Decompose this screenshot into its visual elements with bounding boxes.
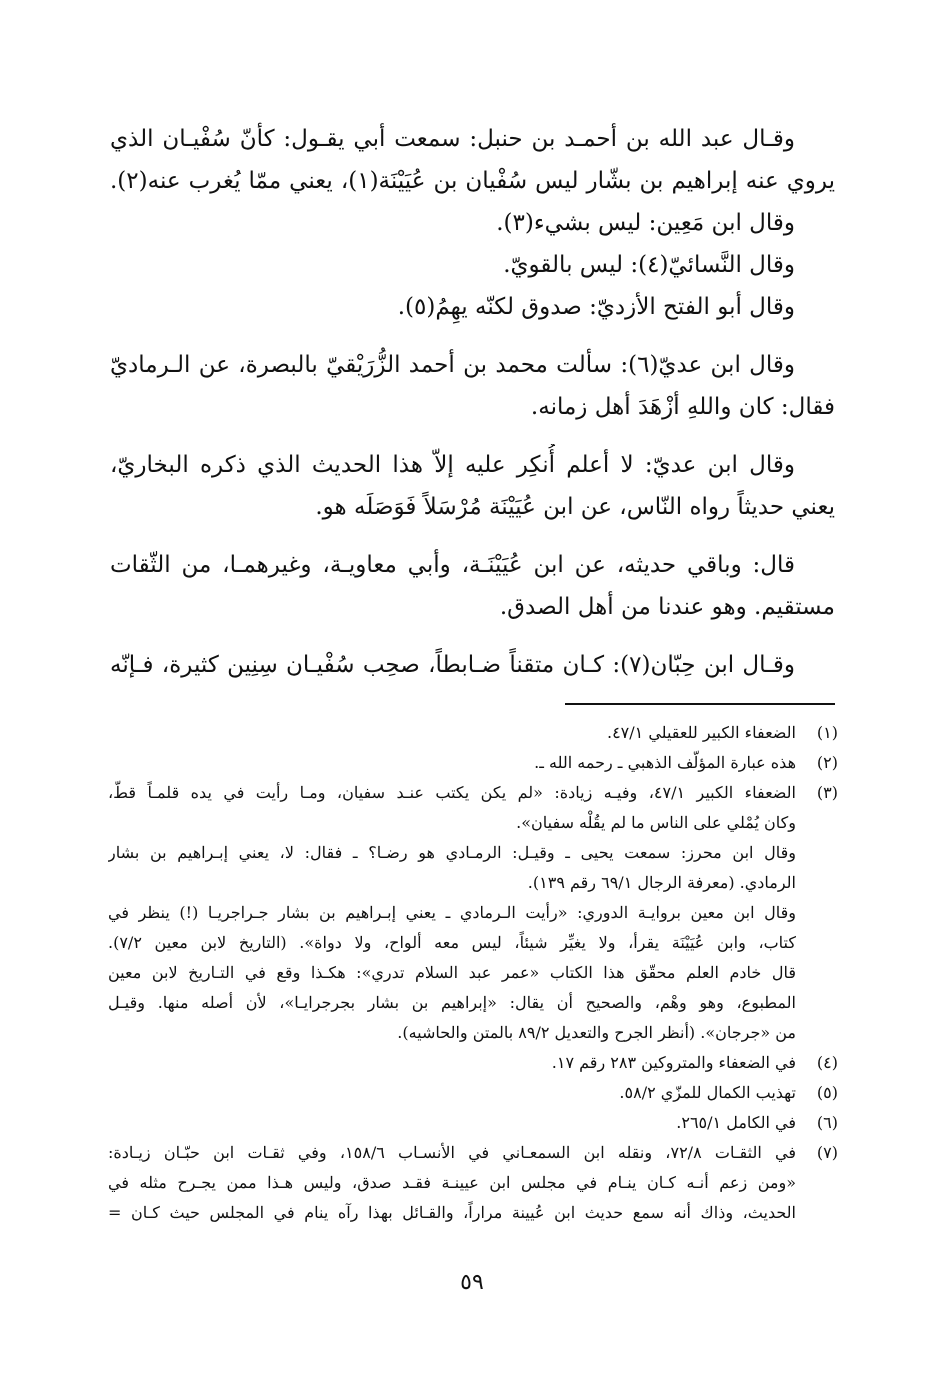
paragraph-line: فقال: كان واللهِ أزْهَدَ أهل زمانه.: [530, 394, 835, 420]
paragraph-line: وقال ابن مَعِين: ليس بشيء(٣).: [496, 210, 795, 236]
footnote-line: الضعفاء الكبير ٤٧/١، وفيـه زيادة: «لم يكن يكتب عنـد سفيان، ومـا رأيت في يده قلمـاً قطّ،: [108, 783, 796, 802]
footnote-number: (١): [816, 723, 838, 742]
paragraph-line: وقال أبو الفتح الأزديّ: صدوق لكنّه يهِمُ(٥).: [397, 294, 795, 320]
footnote: [108, 1078, 838, 1108]
footnote-number: (٧): [816, 1143, 838, 1162]
footnote-line: في الثقـات ٧٢/٨، ونقله ابن السمعـاني في الأنسـاب ١٥٨/٦، وفي ثقـات ابن حبّـان زيـادة:: [108, 1143, 796, 1162]
footnote-number: (٤): [816, 1053, 838, 1072]
footnote-continuation: [108, 838, 838, 1048]
footnote: [108, 1048, 838, 1078]
footnote-number: (٢): [816, 753, 838, 772]
footnote-line: في الضعفاء والمتروكين ٢٨٣ رقم ١٧.: [551, 1053, 796, 1072]
footnote: [108, 718, 838, 748]
paragraph-line: وقـال ابن حِبّان(٧): كـان متقناً ضـابطاً، صحِب سُفْيـان سِنِين كثيرة، فـإنّه: [110, 652, 795, 678]
footnote-line: «ومن زعم أنـه كـان ينـام في مجلس ابن عيينـة فقـد صدق، وليس هـذا ممن يجـرح مثله في: [108, 1173, 796, 1192]
footnote: [108, 1138, 838, 1228]
paragraph-line: وقـال عبد الله بن أحمـد بن حنبل: سمعت أبي يقـول: كأنّ سُفْيـان الذي: [110, 126, 795, 152]
footnote: [108, 778, 838, 838]
page-number: ٥٩: [460, 1270, 484, 1295]
footnote-line: هذه عبارة المؤلّف الذهبي ـ رحمه الله ـ.: [534, 753, 796, 772]
paragraph-line: يروي عنه إبراهيم بن بشّار ليس سُفْيان بن عُيَيْنَة(١)، يعني ممّا يُغرب عنه(٢).: [110, 168, 835, 194]
footnote-number: (٦): [816, 1113, 838, 1132]
paragraph-line: وقال ابن عديّ(٦): سألت محمد بن أحمد الزُّرَيْقيّ بالبصرة، عن الـرماديّ: [110, 352, 795, 378]
footnote-line: قال خادم العلم محقّق هذا الكتاب «عمر عبد السلام تدري»: هكـذا وقع في التـاريخ لابن معين: [108, 963, 796, 982]
footnote-number: (٣): [816, 783, 838, 802]
paragraph-line: قال: وباقي حديثه، عن ابن عُيَيْنَـة، وأبي معاويـة، وغيرهمـا، من الثّقات: [110, 552, 795, 578]
main-text: [110, 118, 835, 686]
footnote-line: الحديث، وذاك أنه سمع حديث ابن عُيينة مراراً، والقـائل بهذا رآه ينام في المجلس حيث كـان =: [108, 1203, 796, 1222]
footnotes: [108, 718, 838, 1228]
footnote-line: الرمادي. (معرفة الرجال ٦٩/١ رقم ١٣٩).: [527, 873, 796, 892]
footnote-line: وكان يُمْلي على الناس ما لم يقُلْه سفيان».: [516, 813, 796, 832]
footnote-line: الضعفاء الكبير للعقيلي ٤٧/١.: [606, 723, 796, 742]
footnote-line: وقال ابن معين بروايـة الدوري: «رأيت الـرمادي ـ يعني إبـراهيم بن بشار جـراجريـا (!) ينظر في: [108, 903, 796, 922]
footnote-number: (٥): [816, 1083, 838, 1102]
paragraph-line: وقال ابن عديّ: لا أعلم أُنكِر عليه إلاّ هذا الحديث الذي ذكره البخاريّ،: [110, 452, 795, 478]
paragraph-line: وقال النَّسائيّ(٤): ليس بالقويّ.: [503, 252, 795, 278]
footnote: [108, 1108, 838, 1138]
footnote-line: في الكامل ٢٦٥/١.: [676, 1113, 796, 1132]
footnote-line: وقال ابن محرز: سمعت يحيى ـ وقيـل: الرمـادي هو رضـا؟ ـ فقال: لا، يعني إبـراهيم بن بشار: [108, 843, 796, 862]
footnote-line: تهذيب الكمال للمزّي ٥٨/٢.: [619, 1083, 796, 1102]
paragraph-line: يعني حديثاً رواه النّاس، عن ابن عُيَيْنَة مُرْسَلاً فَوَصَلَه هو.: [315, 494, 835, 520]
footnote-line: من «جرجان». (أنظر الجرح والتعديل ٨٩/٢ بالمتن والحاشيه).: [397, 1023, 796, 1042]
footnote-line: كتاب، وابن عُيَيْنَة يقرأ، ولا يغيِّر شيئاً، ليس معه ألواح، ولا دواة». (التاريخ لابن معين ٧/٢).: [108, 933, 796, 952]
footnote-line: المطبوع، وهو وهْم، والصحيح أن يقال: «إبراهيم بن بشار بجرجرايـا»، لأن أصله منها. وقيـل: [108, 993, 796, 1012]
paragraph-line: مستقيم. وهو عندنا من أهل الصدق.: [499, 594, 835, 620]
footnote-divider: [565, 703, 835, 705]
footnote: [108, 748, 838, 778]
